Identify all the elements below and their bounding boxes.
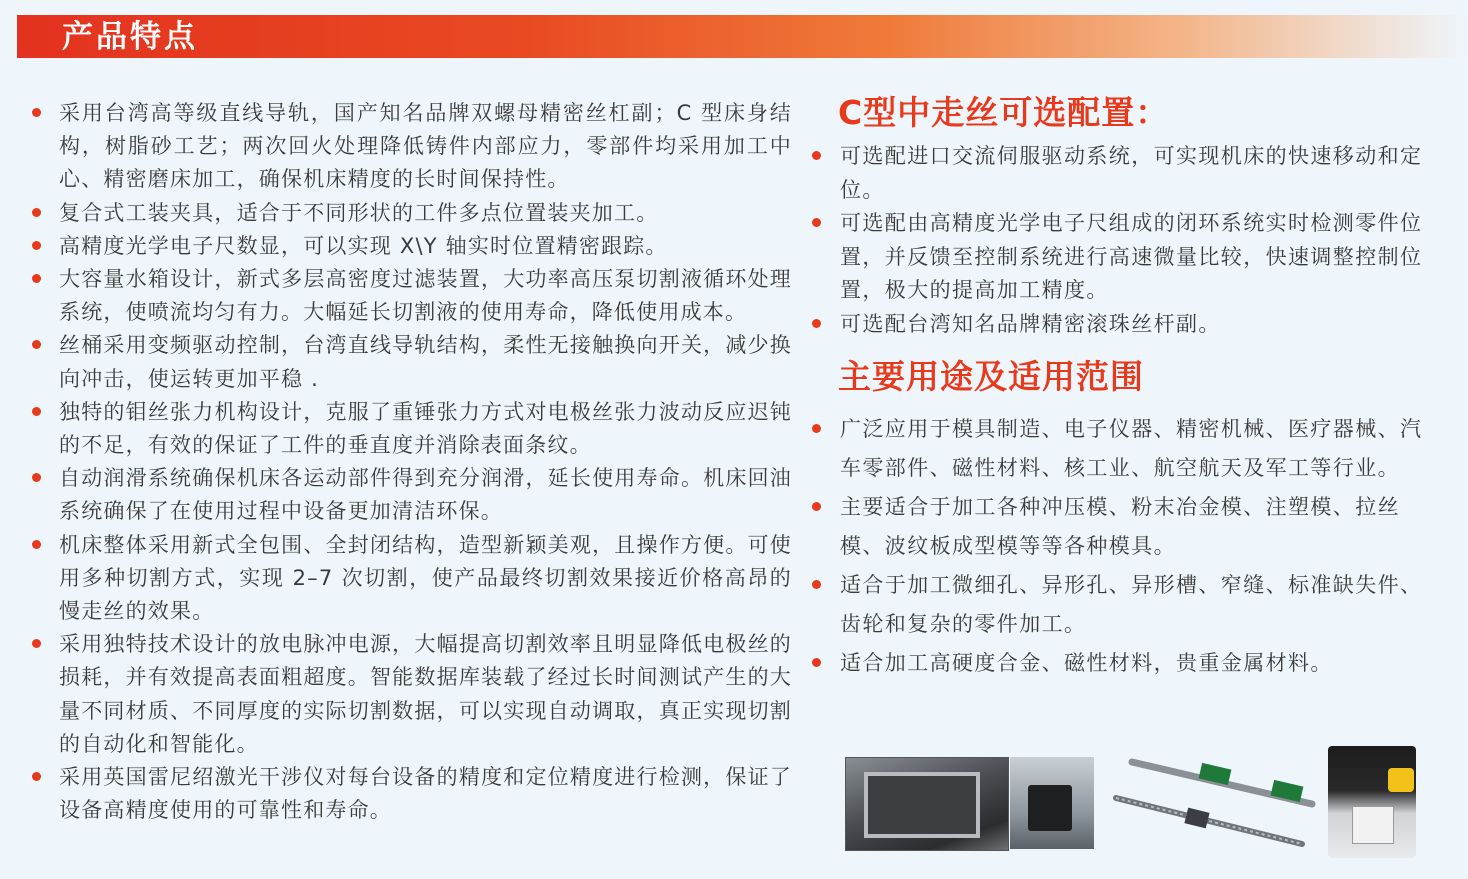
list-item: 大容量水箱设计，新式多层高密度过滤装置，大功率高压泵切割液循环处理系统，使喷流均匀有力。大幅延长切割液的使用寿命，降低使用成本。 <box>32 263 792 329</box>
wire-head-block <box>1028 785 1072 831</box>
header-band <box>17 15 1468 58</box>
wire-head-photo <box>1010 757 1094 849</box>
options-list <box>812 140 1432 341</box>
options-column <box>812 92 1432 683</box>
section-title-applications: 主要用途及适用范围 <box>838 357 1144 396</box>
list-item: 可选配台湾知名品牌精密滚珠丝杆副。 <box>812 308 1432 342</box>
bullet-icon <box>32 108 41 117</box>
bullet-icon <box>32 407 41 416</box>
bullet-icon <box>32 208 41 217</box>
pump-label <box>1352 806 1394 844</box>
bullet-icon <box>812 502 821 511</box>
list-item: 高精度光学电子尺数显，可以实现 X\Y 轴实时位置精密跟踪。 <box>32 230 792 263</box>
list-item: 独特的钼丝张力机构设计，克服了重锤张力方式对电极丝张力波动反应迟钝的不足，有效的保证了工件的垂直度并消除表面条纹。 <box>32 396 792 462</box>
list-item: 可选配进口交流伺服驱动系统，可实现机床的快速移动和定位。 <box>812 140 1432 207</box>
list-item: 采用台湾高等级直线导轨，国产知名品牌双螺母精密丝杠副；C 型床身结构，树脂砂工艺；两次回火处理降低铸件内部应力，零部件均采用加工中心、精密磨床加工，确保机床精度的长时间保持性。 <box>32 97 792 197</box>
features-list <box>32 97 792 827</box>
bullet-icon <box>32 772 41 781</box>
list-item: 采用英国雷尼绍激光干涉仪对每台设备的精度和定位精度进行检测，保证了设备高精度使用的可靠性和寿命。 <box>32 761 792 827</box>
list-item: 采用独特技术设计的放电脉冲电源，大幅提高切割效率且明显降低电极丝的损耗，并有效提高表面粗超度。智能数据库装载了经过长时间测试产生的大量不同材质、不同厚度的实际切割数据，可以实现自动调取，真正实现切割的自动化和智能化。 <box>32 628 792 761</box>
list-item: 复合式工装夹具，适合于不同形状的工件多点位置装夹加工。 <box>32 197 792 230</box>
list-item: 适合于加工微细孔、异形孔、异形槽、窄缝、标准缺失件、齿轮和复杂的零件加工。 <box>812 566 1432 644</box>
bullet-icon <box>812 658 821 667</box>
features-column <box>32 97 792 827</box>
bullet-icon <box>32 473 41 482</box>
list-item: 可选配由高精度光学电子尺组成的闭环系统实时检测零件位置，并反馈至控制系统进行高速微量比较，快速调整控制位置，极大的提高加工精度。 <box>812 207 1432 308</box>
machine-bed-frame <box>864 772 980 838</box>
bullet-icon <box>32 540 41 549</box>
pump-cap <box>1388 768 1414 792</box>
list-item: 机床整体采用新式全包围、全封闭结构，造型新颖美观，且操作方便。可使用多种切割方式，实现 2–7 次切割，使产品最终切割效果接近价格高昂的慢走丝的效果。 <box>32 529 792 629</box>
list-item: 丝桶采用变频驱动控制，台湾直线导轨结构，柔性无接触换向开关，减少换向冲击，使运转更加平稳 . <box>32 329 792 395</box>
bullet-icon <box>812 319 821 328</box>
bullet-icon <box>32 639 41 648</box>
list-item: 适合加工高硬度合金、磁性材料，贵重金属材料。 <box>812 644 1432 683</box>
machine-bed-photo <box>845 757 1009 851</box>
bullet-icon <box>32 241 41 250</box>
bullet-icon <box>812 218 821 227</box>
bullet-icon <box>32 340 41 349</box>
linear-rail-ballscrew-photo <box>1112 752 1324 852</box>
bullet-icon <box>812 424 821 433</box>
section-title-options: C型中走丝可选配置： <box>838 93 1170 132</box>
bullet-icon <box>812 151 821 160</box>
list-item: 主要适合于加工各种冲压模、粉末冶金模、注塑模、拉丝模、波纹板成型模等等各种模具。 <box>812 488 1432 566</box>
bullet-icon <box>812 580 821 589</box>
lubrication-pump-photo <box>1328 746 1416 858</box>
page-title: 产品特点 <box>62 19 198 55</box>
bullet-icon <box>32 274 41 283</box>
list-item: 自动润滑系统确保机床各运动部件得到充分润滑，延长使用寿命。机床回油系统确保了在使用过程中设备更加清洁环保。 <box>32 462 792 528</box>
applications-list <box>812 410 1432 683</box>
list-item: 广泛应用于模具制造、电子仪器、精密机械、医疗器械、汽车零部件、磁性材料、核工业、航空航天及军工等行业。 <box>812 410 1432 488</box>
